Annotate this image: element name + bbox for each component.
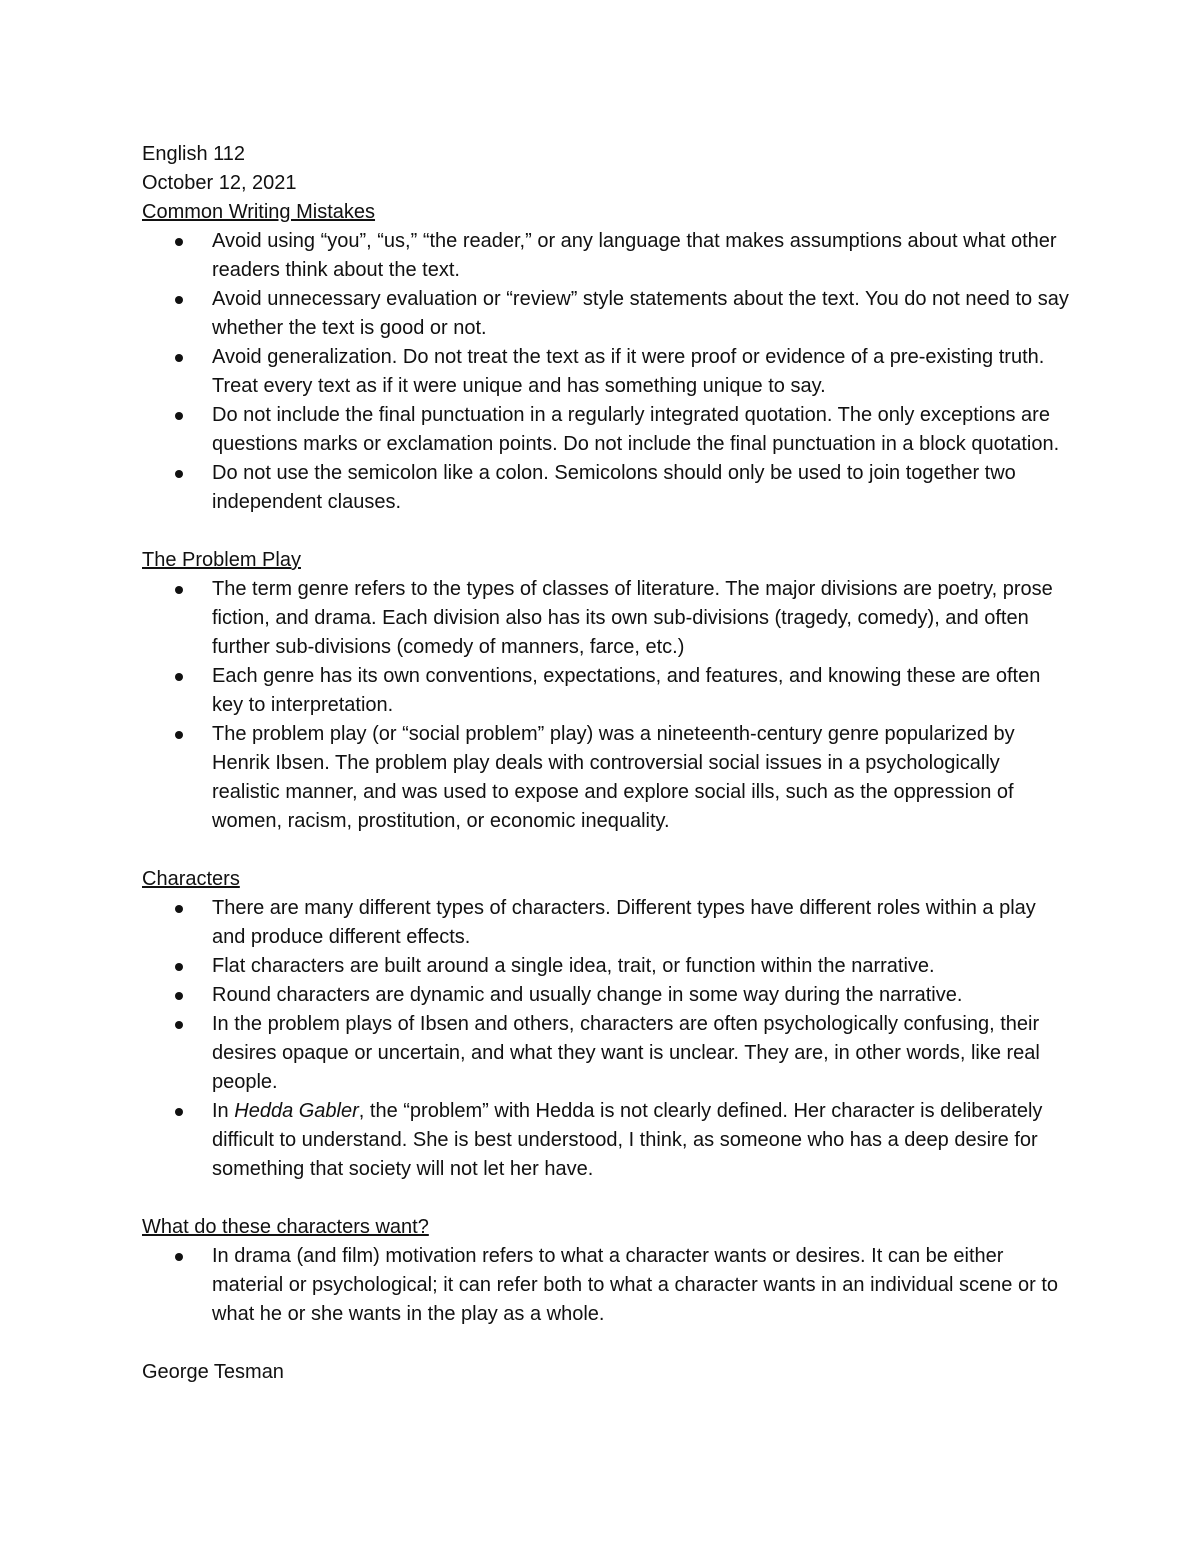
bullet-icon — [175, 354, 183, 362]
list-item: Do not use the semicolon like a colon. Semicolons should only be used to join together two independent clauses. — [142, 459, 1072, 517]
course-title: English 112 — [142, 143, 246, 165]
section-heading-problem-play: The Problem Play — [142, 549, 301, 571]
bullet-icon — [175, 470, 183, 478]
writing-mistakes-list — [142, 227, 1072, 517]
blank-line — [142, 836, 1072, 865]
bullet-icon — [175, 412, 183, 420]
list-item: Flat characters are built around a single idea, trait, or function within the narrative. — [142, 952, 1072, 981]
character-name: George Tesman — [142, 1361, 284, 1383]
play-title: Hedda Gabler — [234, 1100, 359, 1122]
blank-line — [142, 517, 1072, 546]
bullet-icon — [175, 296, 183, 304]
problem-play-list — [142, 575, 1072, 836]
characters-list — [142, 894, 1072, 1184]
list-item: Round characters are dynamic and usually change in some way during the narrative. — [142, 981, 1072, 1010]
list-item: There are many different types of characters. Different types have different roles within a play and produce different effects. — [142, 894, 1072, 952]
bullet-icon — [175, 586, 183, 594]
section-heading-character-wants: What do these characters want? — [142, 1216, 429, 1238]
list-item: Avoid unnecessary evaluation or “review” style statements about the text. You do not need to say whether the text is good or not. — [142, 285, 1072, 343]
bullet-icon — [175, 731, 183, 739]
bullet-icon — [175, 1021, 183, 1029]
bullet-icon — [175, 905, 183, 913]
list-item: The term genre refers to the types of classes of literature. The major divisions are poetry, prose fiction, and drama. Each division also has its own sub-divisions (tragedy, comedy), and often further sub-divisions (comedy of manners, farce, etc.) — [142, 575, 1072, 662]
blank-line — [142, 1329, 1072, 1358]
list-item: In the problem plays of Ibsen and others, characters are often psychologically confusing, their desires opaque or uncertain, and what they want is unclear. They are, in other words, like real people. — [142, 1010, 1072, 1097]
bullet-icon — [175, 992, 183, 1000]
bullet-icon — [175, 1108, 183, 1116]
document-body — [142, 140, 1072, 1387]
list-item: Avoid using “you”, “us,” “the reader,” or any language that makes assumptions about what other readers think about the text. — [142, 227, 1072, 285]
document-date: October 12, 2021 — [142, 172, 297, 194]
blank-line — [142, 1184, 1072, 1213]
list-item: Each genre has its own conventions, expectations, and features, and knowing these are often key to interpretation. — [142, 662, 1072, 720]
list-item: In drama (and film) motivation refers to what a character wants or desires. It can be either material or psychological; it can refer both to what a character wants in an individual scene or to what he or she wants in the play as a whole. — [142, 1242, 1072, 1329]
section-heading-writing-mistakes: Common Writing Mistakes — [142, 201, 376, 223]
bullet-icon — [175, 963, 183, 971]
character-wants-list — [142, 1242, 1072, 1329]
list-item: Do not include the final punctuation in a regularly integrated quotation. The only exceptions are questions marks or exclamation points. Do not include the final punctuation in a block quotation. — [142, 401, 1072, 459]
list-item: Avoid generalization. Do not treat the text as if it were proof or evidence of a pre-existing truth. Treat every text as if it were unique and has something unique to say. — [142, 343, 1072, 401]
list-item-hedda: In Hedda Gabler, the “problem” with Hedda is not clearly defined. Her character is deliberately difficult to understand. She is best understood, I think, as someone who has a deep desire for something that society will not let her have. — [142, 1097, 1072, 1184]
section-heading-characters: Characters — [142, 868, 240, 890]
bullet-icon — [175, 238, 183, 246]
bullet-icon — [175, 1253, 183, 1261]
list-item: The problem play (or “social problem” play) was a nineteenth-century genre popularized by Henrik Ibsen. The problem play deals with controversial social issues in a psychologically realistic manner, and was used to expose and explore social ills, such as the oppression of women, racism, prostitution, or economic inequality. — [142, 720, 1072, 836]
bullet-icon — [175, 673, 183, 681]
